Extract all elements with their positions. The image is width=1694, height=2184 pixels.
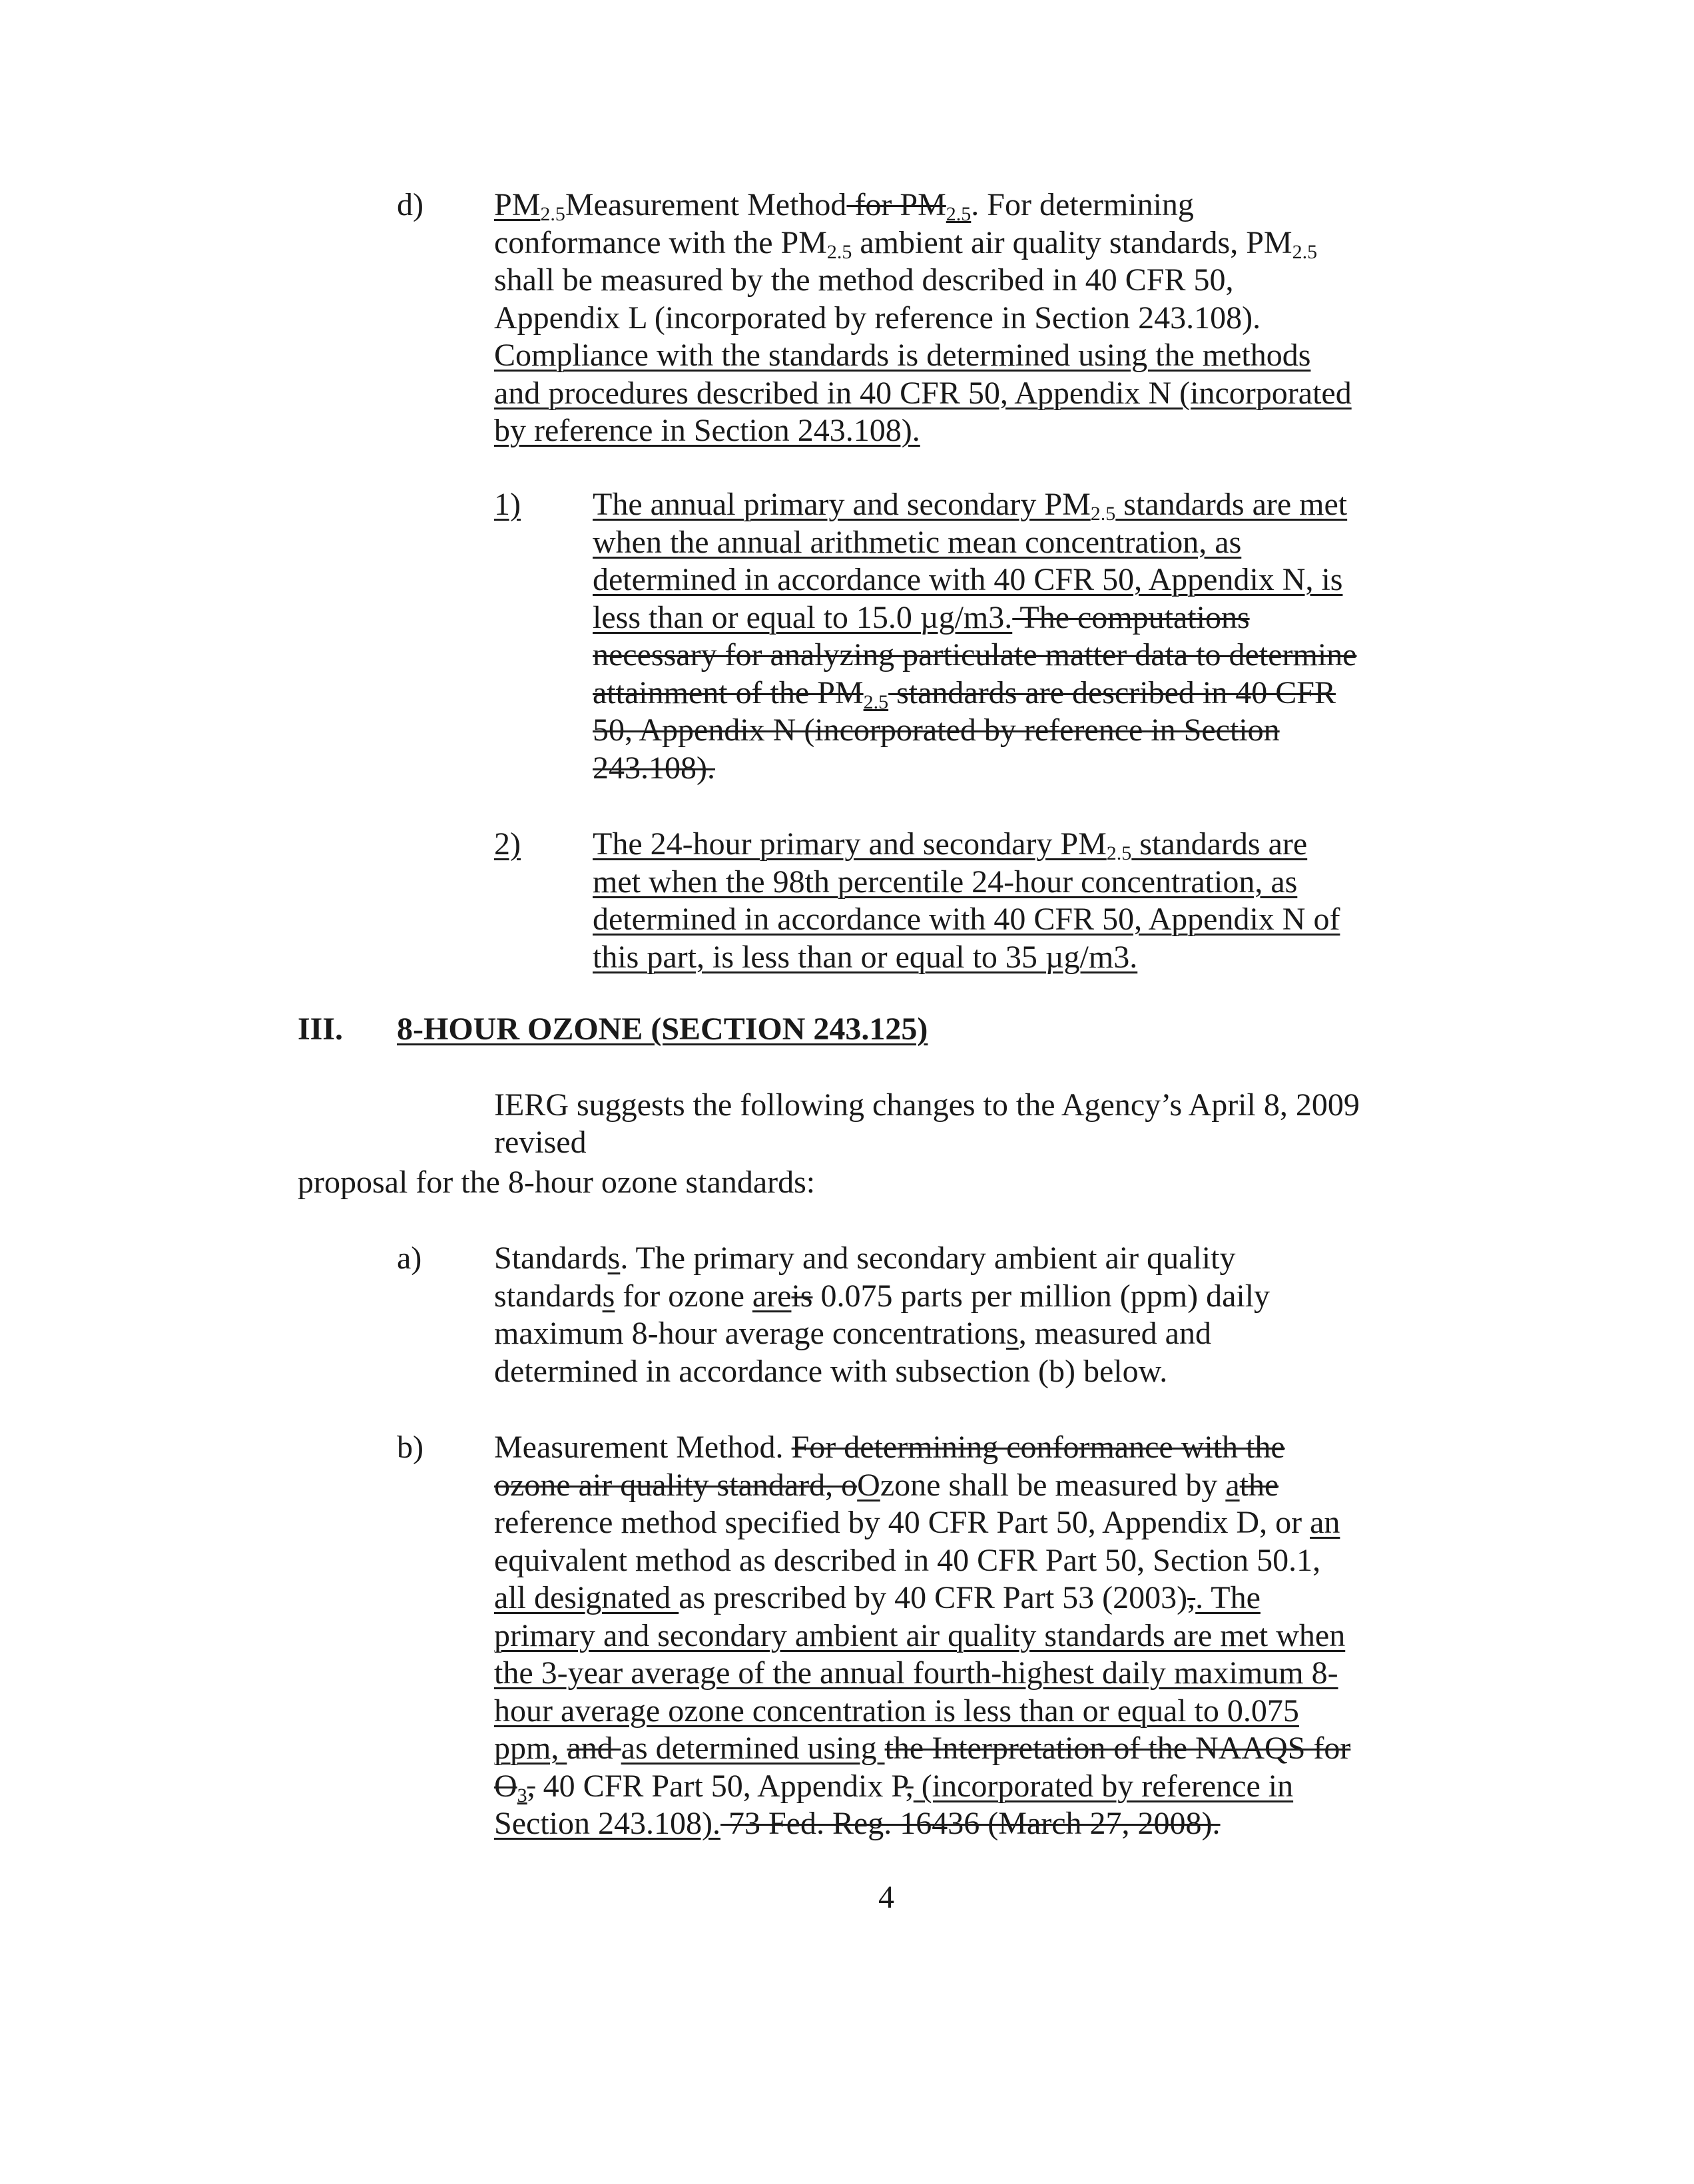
intro-line-2: proposal for the 8-hour ozone standards: — [298, 1165, 816, 1200]
item-b-label: b) — [397, 1430, 424, 1465]
page-number: 4 — [878, 1880, 894, 1915]
item-1-text: The annual primary and secondary $PM_{2.5}$ standards are met when the annual arithmetic mean concentration, as determined in accordance with 40 CFR 50, Appendix N, is less than or equal to 15.0 µg/m3. The computations necessary for analyzing particulate matter data to determine attainment of the $PM_{2.5}$ standards are described in 40 CFR 50, Appendix N (incorporated by reference in Section 243.108). — [593, 487, 1357, 786]
section-d-label: d) — [397, 187, 424, 222]
inserted-text: by reference in Section 243.108). — [494, 413, 920, 448]
inserted-text: Compliance with the standards is determined using the methods — [494, 338, 1311, 373]
section-title: 8-HOUR OZONE (SECTION 243.125) — [397, 1011, 928, 1047]
inserted-text: and procedures described in 40 CFR 50, Appendix N (incorporated — [494, 375, 1352, 411]
item-a-text: Standards. The primary and secondary ambient air quality standards for ozone areis 0.075 parts per million (ppm) daily maximum 8-hour average concentrations, measured and determined in accordance with subsection (b) below. — [494, 1240, 1270, 1389]
deleted-text: for $PM_{2.5}$ — [846, 187, 972, 225]
item-2-label: 2) — [494, 826, 521, 862]
item-a-label: a) — [397, 1240, 422, 1276]
item-b-text: Measurement Method. For determining conformance with the ozone air quality standard, oOzone shall be measured by athe reference method specified by 40 CFR Part 50, Appendix D, or an equivalent method as described in 40 CFR Part 50, Section 50.1, all designated as prescribed by 40 CFR Part 53 (2003),. The primary and secondary ambient air quality standards are met when the 3-year average of the annual fourth-highest daily maximum 8- hour average ozone concentration is less than or equal to 0.075 ppm, and as determined using the Interpretation of the NAAQS for $O_3$, 40 CFR Part 50, Appendix P, (incorporated by reference in Section 243.108). 73 Fed. Reg. 16436 (March 27, 2008). — [494, 1430, 1351, 1841]
pm-ins: $PM_{2.5}$ — [494, 187, 565, 225]
section-number: III. — [298, 1011, 344, 1047]
item-1-label: 1) — [494, 487, 521, 522]
section-d-text: $PM_{2.5}Measurement$ Method for $PM_{2.5}$. For determining conformance with the $PM_{2.5}$ ambient air quality standards, $PM_{2.5}$ shall be measured by the method described in 40 CFR 50, Appendix L (incorporated by reference in Section 243.108). Compliance with the standards is determined using the methods and procedures described in 40 CFR 50, Appendix N (incorporated by reference in Section 243.108). — [494, 187, 1352, 448]
item-2-text: The 24-hour primary and secondary $PM_{2.5}$ standards are met when the 98th percentile 24-hour concentration, as determined in accordance with 40 CFR 50, Appendix N of this part, is less than or equal to 35 µg/m3. — [593, 826, 1340, 975]
intro-line-1: IERG suggests the following changes to the Agency’s April 8, 2009 revised — [494, 1087, 1360, 1160]
